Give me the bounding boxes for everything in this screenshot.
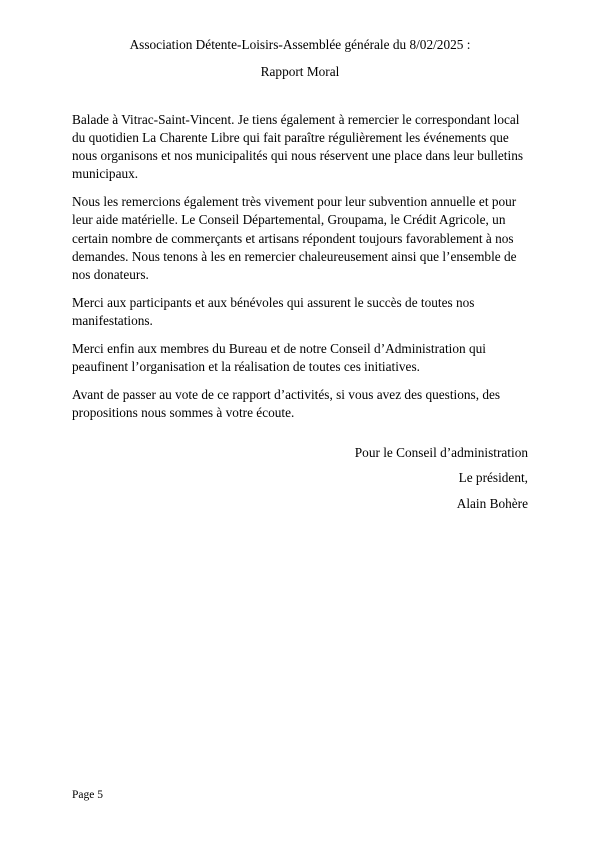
signature-council: Pour le Conseil d’administration <box>354 445 528 460</box>
document-title: Association Détente-Loisirs-Assemblée générale du 8/02/2025 : <box>129 37 471 52</box>
document-subtitle: Rapport Moral <box>260 64 340 79</box>
paragraph-thanks-volunteers: Merci aux participants et aux bénévoles qui assurent le succès de toutes nos manifestations. <box>72 294 475 328</box>
signature-name: Alain Bohère <box>456 496 528 511</box>
page-number: Page 5 <box>72 789 103 801</box>
paragraph-vote-questions: Avant de passer au vote de ce rapport d’activités, si vous avez des questions, des propositions nous sommes à votre écoute. <box>72 387 501 421</box>
paragraph-thanks-correspondent: Balade à Vitrac-Saint-Vincent. Je tiens également à remercier le correspondant local du quotidien La Charente Libre qui fait paraître régulièrement les événements que nous organisons et nos municipalités qui nous réservent une place dans leur bulletins municipaux. <box>72 112 524 182</box>
report-body <box>72 111 532 432</box>
signature-role: Le président, <box>458 470 528 485</box>
paragraph-thanks-board: Merci enfin aux membres du Bureau et de notre Conseil d’Administration qui peaufinent l’organisation et la réalisation de toutes ces initiatives. <box>72 341 486 375</box>
paragraph-thanks-sponsors: Nous les remercions également très vivement pour leur subvention annuelle et pour leur aide matérielle. Le Conseil Départemental, Groupama, le Crédit Agricole, un certain nombre de commerçants et artisans répondent toujours favorablement à nos demandes. Nous tenons à les en remercier chaleureusement ainsi que l’ensemble de nos donateurs. <box>72 194 517 282</box>
